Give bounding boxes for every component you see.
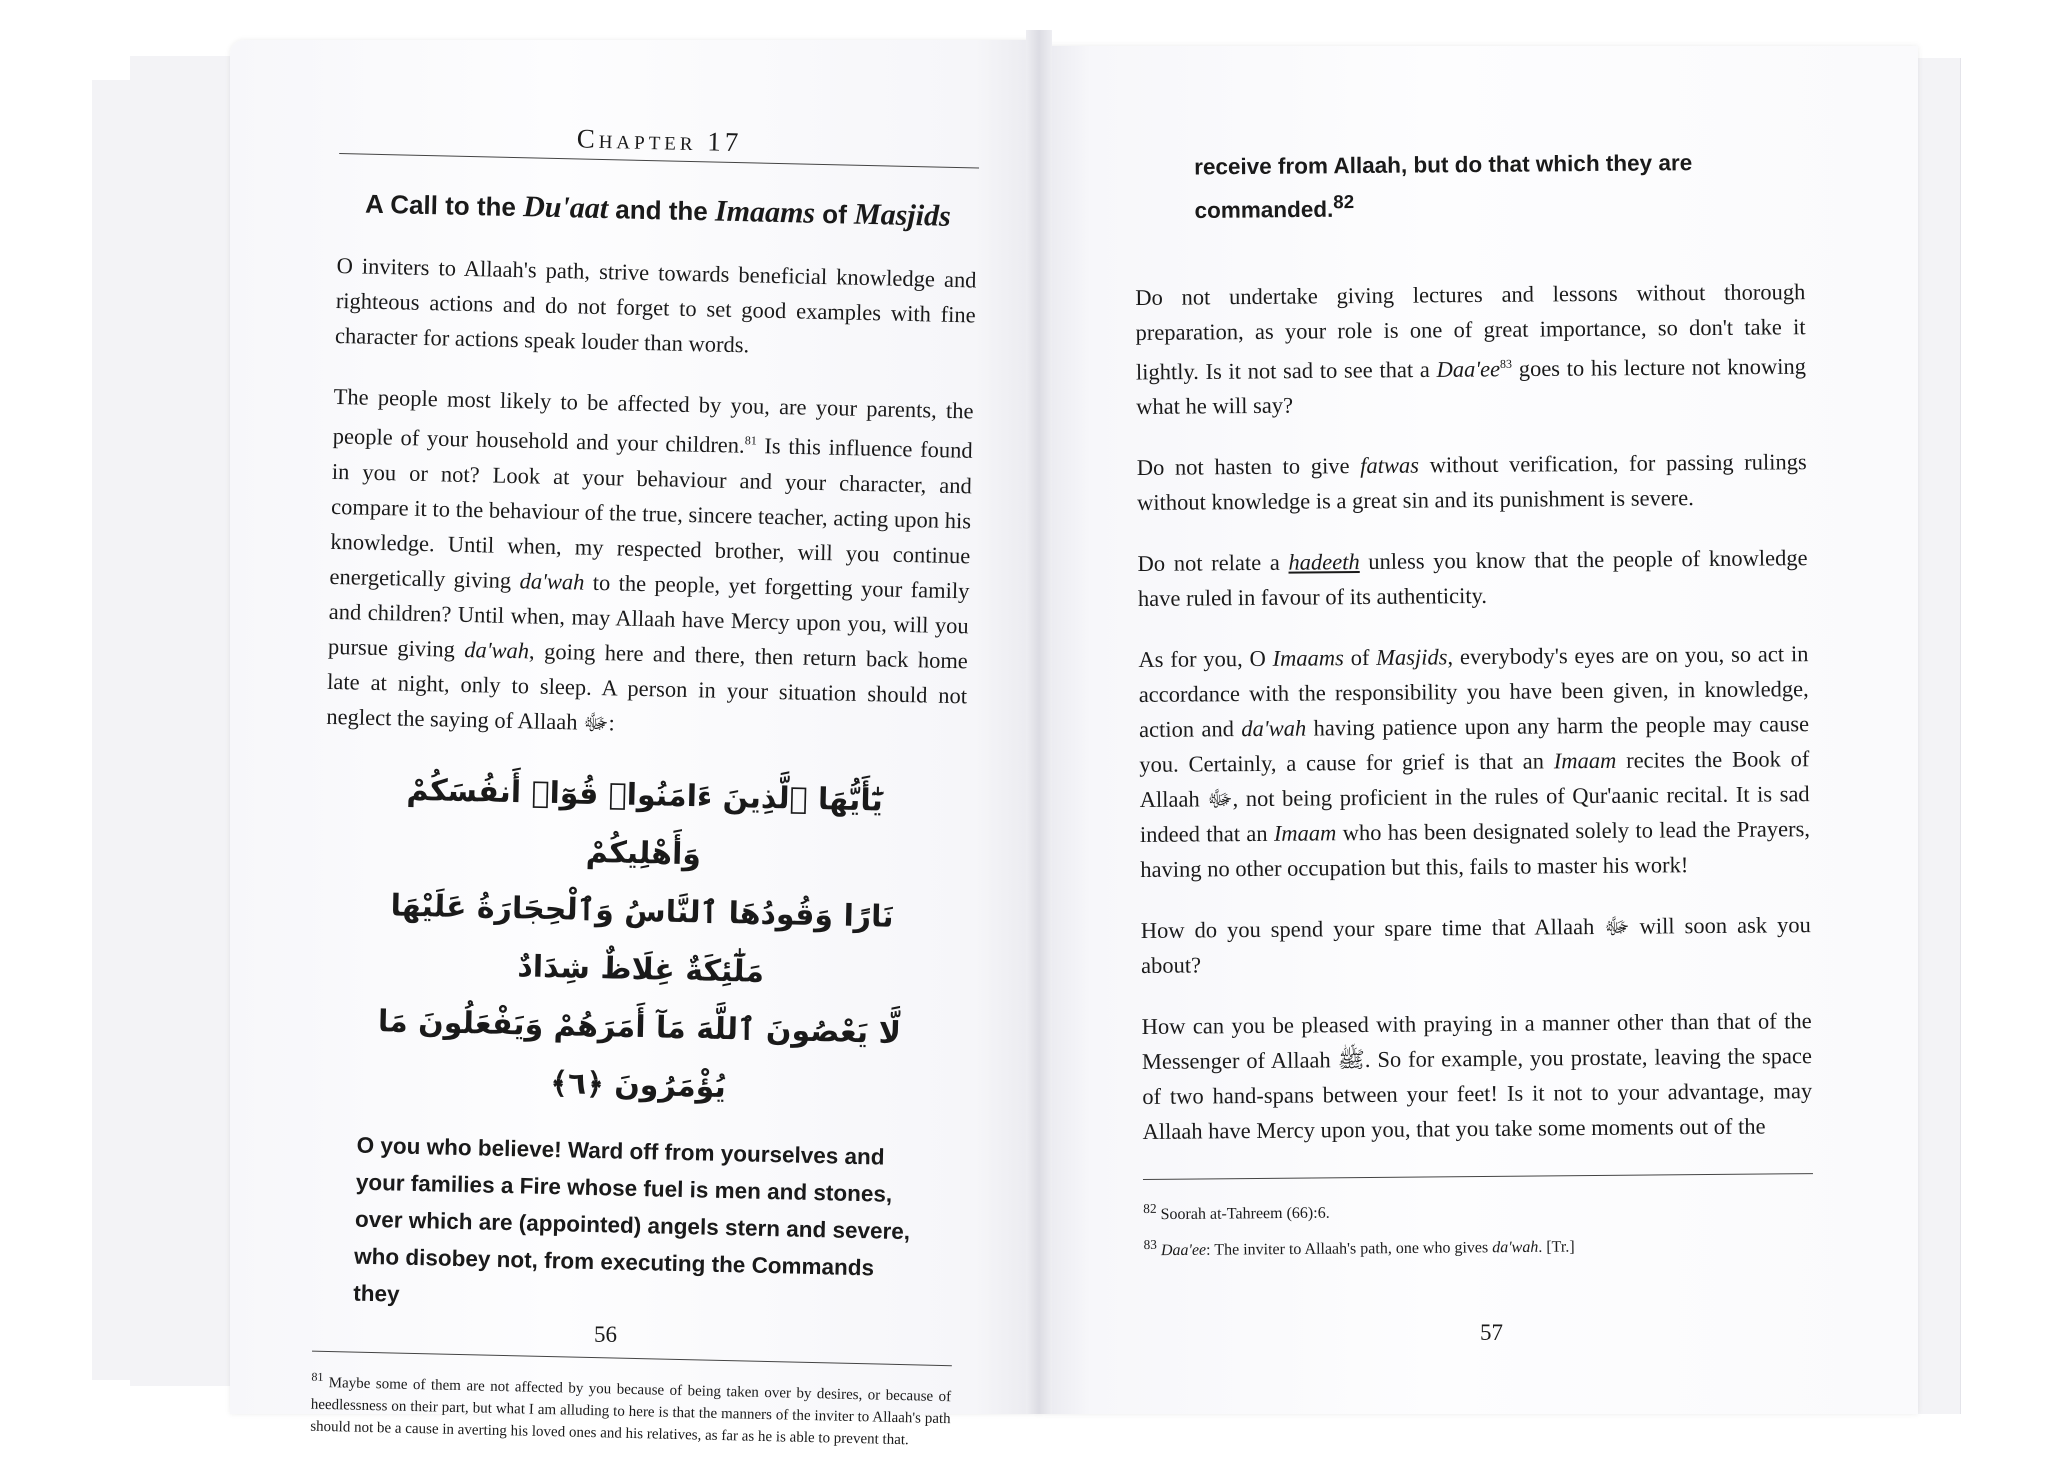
italic-term: da'wah <box>1492 1239 1539 1257</box>
text: The people most likely to be affected by you, are your parents, the people of your household and your children. <box>332 383 974 458</box>
footnote <box>1143 1224 1813 1266</box>
italic-term: da'wah <box>519 567 585 595</box>
footnote-text: Soorah at-Tahreem (66):6. <box>1160 1204 1330 1224</box>
text: Is this influence found in you or not? Look at your behaviour and your character, and compare it to the behaviour of the true, sincere teacher, acting upon his knowledge. Until when, my respected brother, will you continue energetically giving <box>329 433 973 593</box>
book-gutter <box>1026 30 1052 1414</box>
text: recites the Book of Allaah ﷻ, not being proficient in the rules of Qur'aanic recital. It is sad indeed that an <box>1139 746 1810 847</box>
right-page-content <box>1134 144 1814 1266</box>
left-page-content <box>310 118 980 1458</box>
footnote-text: Maybe some of them are not affected by you because of being taken over by desires, or because of heedlessness on their part, but what I am alluding to here is that the manners of the inviter to Allaah's path should not be a cause in averting his loved ones and his relatives, as far as he is able to prevent that. <box>310 1374 952 1448</box>
italic-term: da'wah <box>464 636 530 663</box>
text: Do not undertake giving lectures and lessons without thorough preparation, as your role is one of great importance, so don't take it lightly. Is it not sad to see that a <box>1135 278 1806 384</box>
arabic-line: نَارًا وَقُودُهَا ٱلنَّاسُ وَٱلْحِجَارَةُ عَلَيْهَا مَلَٰٓئِكَةٌ غِلَاظٌ شِدَادٌ <box>390 887 895 990</box>
title-part: A Call to the <box>364 188 524 223</box>
footnote-rule <box>1143 1173 1813 1180</box>
text: unless you know that the people of knowledge have ruled in favour of its authenticity. <box>1137 545 1808 611</box>
italic-term: Imaams <box>1272 645 1344 671</box>
text: receive from Allaah, but do that which they are commanded. <box>1194 150 1693 223</box>
footnote <box>1143 1188 1813 1230</box>
page-number-left: 56 <box>594 1322 617 1347</box>
footnote-ref: 82 <box>1333 191 1355 213</box>
paragraph: How can you be pleased with praying in a manner other than that of the Messenger of Allaah ﷺ. So for example, you prostate, leaving the space of two hand-spans between your feet! Is it not to your advantage, may Allaah have Mercy upon you, that you take some moments out of the <box>1141 1008 1813 1144</box>
page-number-right: 57 <box>1480 1320 1503 1345</box>
text: , going here and there, then return back home late at night, only to sleep. A person in your situation should not neglect the saying of Allaah ﷻ: <box>326 637 969 735</box>
paragraph <box>1135 274 1806 424</box>
text: having patience upon any harm the people may cause you. Certainly, a cause for grief is that an <box>1139 711 1810 777</box>
footnote-ref: 81 <box>744 433 757 448</box>
verse-translation-continued <box>1194 144 1805 229</box>
arabic-line: لَّا يَعْصُونَ ٱللَّهَ مَآ أَمَرَهُمْ وَيَفْعَلُونَ مَا يُؤْمَرُونَ ﴿٦﴾ <box>377 1003 902 1105</box>
text: who has been designated solely to lead the Prayers, having no other occupation but this, fails to master his work! <box>1140 816 1811 882</box>
text: without verification, for passing rulings without knowledge is a great sin and its punishment is severe. <box>1136 449 1807 515</box>
title-italic: Masjids <box>853 197 952 233</box>
paragraph <box>1138 636 1810 887</box>
paragraph: O inviters to Allaah's path, strive towards beneficial knowledge and righteous actions and do not forget to set good examples with fine character for actions speak louder than words. <box>334 252 977 358</box>
footnote-number: 83 <box>1143 1237 1157 1253</box>
italic-term: Masjids <box>1376 644 1448 670</box>
title-part: and the <box>607 194 716 227</box>
section-title <box>338 186 979 235</box>
italic-term: Imaam <box>1273 820 1337 846</box>
paragraph <box>1137 540 1808 616</box>
text: As for you, O <box>1138 645 1273 672</box>
italic-term: da'wah <box>1241 715 1307 742</box>
footnote-ref: 83 <box>1499 356 1513 371</box>
text: to the people, yet forgetting your family and children? Until when, may Allaah have Mercy upon you, will you pursue giving <box>327 569 970 662</box>
text: Do not relate a <box>1137 549 1289 576</box>
italic-term: Daa'ee <box>1436 355 1501 382</box>
paragraph <box>1137 444 1808 520</box>
title-italic: Imaams <box>714 194 816 230</box>
footnote-number: 82 <box>1143 1200 1157 1216</box>
italic-term: Imaam <box>1553 747 1617 774</box>
footnote <box>310 1365 951 1452</box>
italic-term: Daa'ee <box>1160 1242 1207 1260</box>
page-edges-left-inner <box>130 56 241 1386</box>
arabic-line: يَٰٓأَيُّهَا ٱلَّذِينَ ءَامَنُوا۟ قُوٓا۟ أَنفُسَكُمْ وَأَهْلِيكُمْ <box>406 772 884 872</box>
italic-term: fatwas <box>1360 452 1420 479</box>
footnote-rule <box>312 1350 952 1366</box>
text: , everybody's eyes are on you, so act in accordance with the responsibility you have been given, in knowledge, action and <box>1138 641 1809 742</box>
italic-term: hadeeth <box>1288 549 1360 575</box>
paragraph <box>326 379 974 748</box>
verse-translation: O you who believe! Ward off from yourselves and your families a Fire whose fuel is men and stones, over which are (appointed) angels stern and severe, who disobey not, from executing the Commands they <box>353 1132 911 1307</box>
footnote-text: . [Tr.] <box>1538 1238 1575 1257</box>
chapter-heading: Chapter 17 <box>576 123 743 158</box>
paragraph: How do you spend your spare time that Allaah ﷻ will soon ask you about? <box>1140 912 1811 978</box>
text: Do not hasten to give <box>1136 453 1361 480</box>
text: goes to his lecture not knowing what he will say? <box>1136 353 1807 419</box>
title-italic: Du'aat <box>522 190 609 226</box>
footnote-text: : The inviter to Allaah's path, one who gives <box>1206 1239 1493 1260</box>
arabic-verse <box>358 760 926 1121</box>
text: of <box>1343 644 1377 671</box>
footnote-number: 81 <box>311 1369 324 1384</box>
title-part: of <box>814 198 855 230</box>
